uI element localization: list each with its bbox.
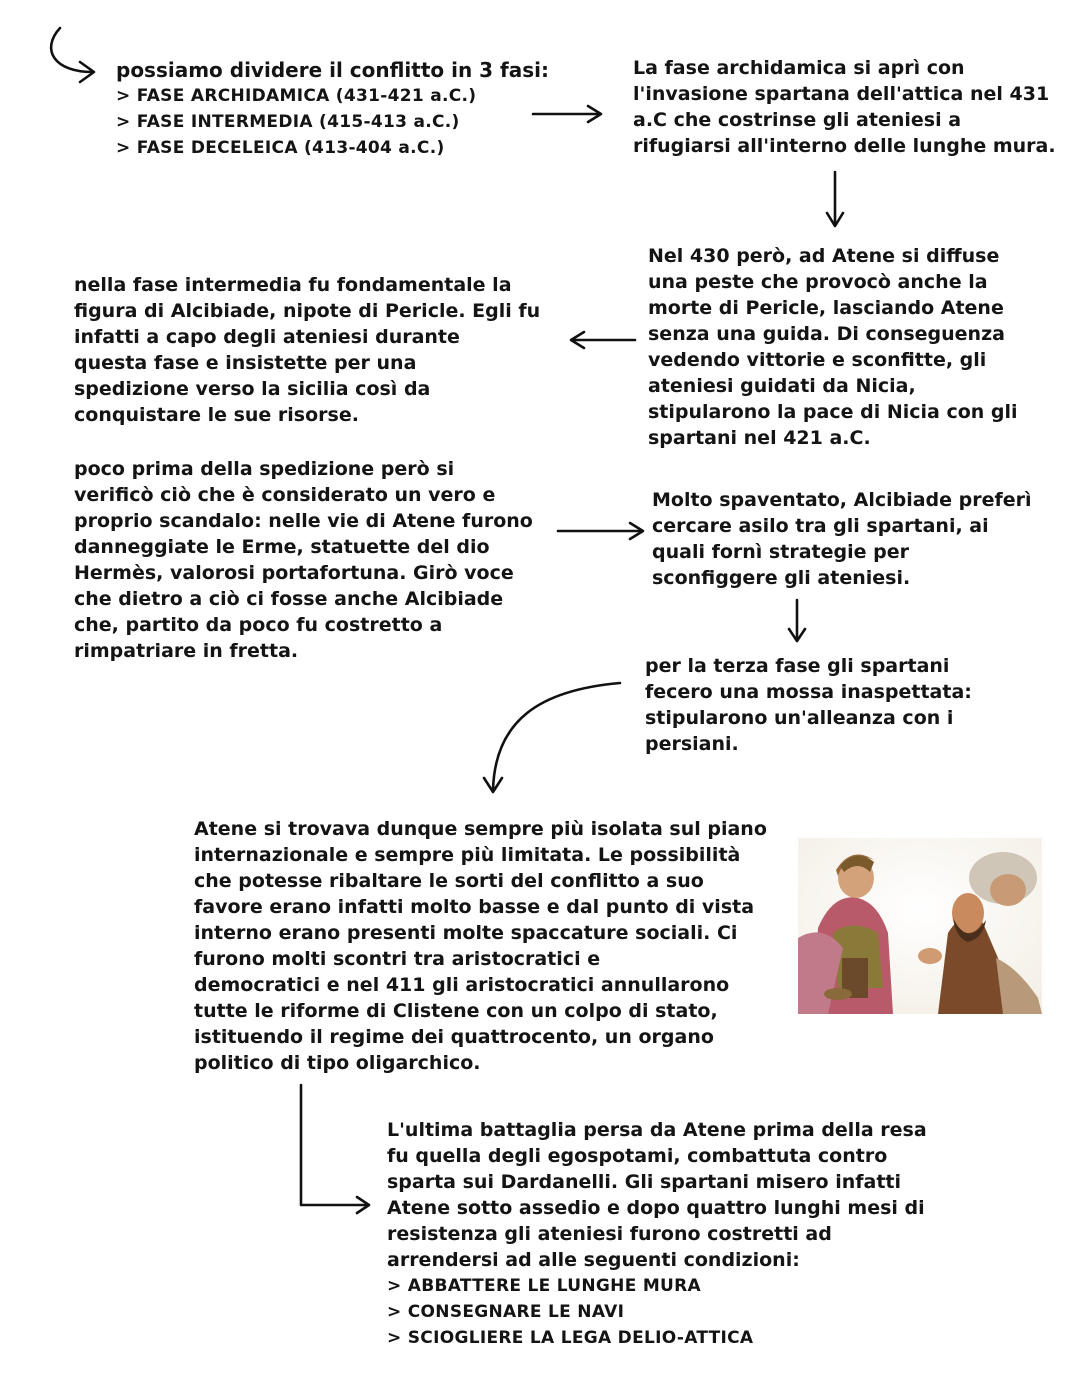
text-line: sconfiggere gli ateniesi. [652,567,911,589]
text-line: che potesse ribaltare le sorti del conflitto a suo [194,870,704,892]
text-line: a.C che costrinse gli ateniesi a [633,109,962,131]
condition-item: > SCIOGLIERE LA LEGA DELIO-ATTICA [387,1328,754,1348]
text-line: spartani nel 421 a.C. [648,427,871,449]
classical-painting-image [798,838,1042,1014]
text-line: tutte le riforme di Clistene con un colpo di stato, [194,1000,718,1022]
text-line: poco prima della spedizione però si [74,458,455,480]
text-line: politico di tipo oligarchico. [194,1052,481,1074]
text-line: furono molti scontri tra aristocratici e [194,948,601,970]
text-line: sparta sui Dardanelli. Gli spartani misero infatti [387,1171,901,1193]
text-line: Nel 430 però, ad Atene si diffuse [648,245,1000,267]
condition-item: > CONSEGNARE LE NAVI [387,1302,625,1322]
terza-block [645,653,1055,757]
text-line: Atene si trovava dunque sempre più isolata sul piano [194,818,767,840]
phase-item: > FASE DECELEICA (413-404 a.C.) [116,138,445,158]
text-line: questa fase e insistette per una [74,352,417,374]
text-line: Hermès, valorosi portafortuna. Girò voce [74,562,514,584]
text-line: democratici e nel 411 gli aristocratici annullarono [194,974,730,996]
text-line: stipularono la pace di Nicia con gli [648,401,1018,423]
condition-item: > ABBATTERE LE LUNGHE MURA [387,1276,701,1296]
text-line: verificò ciò che è considerato un vero e [74,484,496,506]
text-line: interno erano presenti molte spaccature sociali. Ci [194,922,738,944]
text-line: Molto spaventato, Alcibiade preferì [652,489,1032,511]
phase-list [116,83,549,161]
text-line: una peste che provocò anche la [648,271,988,293]
scandalo-block [74,456,554,664]
curved-arrow-intro [51,28,92,72]
text-line: persiani. [645,733,739,755]
ultima-block [387,1117,987,1351]
text-line: figura di Alcibiade, nipote di Pericle. Egli fu [74,300,541,322]
text-line: vedendo vittorie e sconfitte, gli [648,349,987,371]
text-line: fecero una mossa inaspettata: [645,681,972,703]
text-line: L'ultima battaglia persa da Atene prima della resa [387,1119,927,1141]
text-line: stipularono un'alleanza con i [645,707,954,729]
text-line: Atene sotto assedio e dopo quattro lunghi mesi di [387,1197,925,1219]
text-line: istituendo il regime dei quattrocento, un organo [194,1026,714,1048]
text-line: arrendersi ad alle seguenti condizioni: [387,1249,800,1271]
text-line: infatti a capo degli ateniesi durante [74,326,460,348]
text-line: internazionale e sempre più limitata. Le possibilità [194,844,741,866]
phase-item: > FASE INTERMEDIA (415-413 a.C.) [116,112,460,132]
text-line: l'invasione spartana dell'attica nel 431 [633,83,1050,105]
intro-block [116,57,549,161]
text-line: resistenza gli ateniesi furono costretti ad [387,1223,832,1245]
phase-item: > FASE ARCHIDAMICA (431-421 a.C.) [116,86,477,106]
arrow-atene-to-ultima [301,1085,368,1205]
text-line: favore erano infatti molto basse e dal punto di vista [194,896,755,918]
text-line: quali fornì strategie per [652,541,909,563]
archidamica-block [633,55,1073,159]
text-line: proprio scandalo: nelle vie di Atene furono [74,510,533,532]
text-line: per la terza fase gli spartani [645,655,950,677]
atene-block [194,816,794,1076]
text-line: fu quella degli egospotami, combattuta contro [387,1145,888,1167]
text-line: conquistare le sue risorse. [74,404,359,426]
text-line: che dietro a ciò ci fosse anche Alcibiade [74,588,504,610]
arrow-terza-to-atene [493,683,620,790]
text-line: La fase archidamica si aprì con [633,57,965,79]
text-line: ateniesi guidati da Nicia, [648,375,916,397]
text-line: cercare asilo tra gli spartani, ai [652,515,989,537]
text-line: nella fase intermedia fu fondamentale la [74,274,512,296]
intermedia-block [74,272,564,428]
text-line: senza una guida. Di conseguenza [648,323,1005,345]
alcibiade-block [652,487,1072,591]
text-line: danneggiate le Erme, statuette del dio [74,536,490,558]
text-line: rimpatriare in fretta. [74,640,299,662]
text-line: che, partito da poco fu costretto a [74,614,443,636]
curved-arrow-intro-head [80,62,94,82]
text-line: rifugiarsi all'interno delle lunghe mura. [633,135,1056,157]
conditions-list [387,1273,987,1351]
peste-block [648,243,1068,451]
text-line: morte di Pericle, lasciando Atene [648,297,1004,319]
text-line: spedizione verso la sicilia così da [74,378,431,400]
intro-heading: possiamo dividere il conflitto in 3 fasi: [116,58,549,82]
